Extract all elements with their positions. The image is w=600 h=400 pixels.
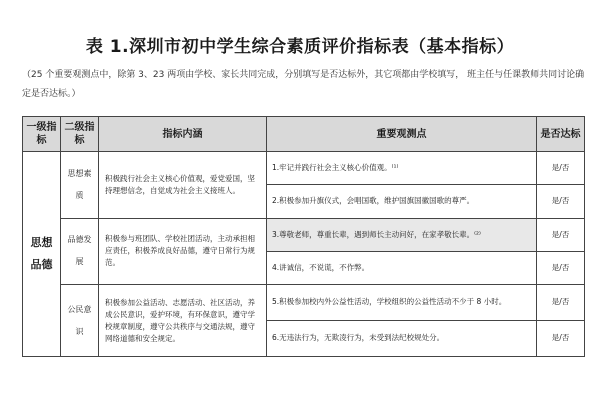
table-header-row [23, 117, 585, 152]
pass-cell[interactable]: 是/否 [537, 320, 585, 356]
level2-cell-citizen: 公民意识 [61, 285, 99, 357]
table-row [23, 218, 585, 251]
point-cell: 4.讲诚信，不说谎，不作弊。 [267, 251, 537, 284]
point-cell: 6.无违法行为，无欺凌行为，未受到法纪校规处分。 [267, 320, 537, 356]
instruction-note: （25 个重要观测点中，除第 3、23 两项由学校、家长共同完成，分别填写是否达标外，其它项都由学校填写， 班主任与任课教师共同讨论确定是否达标。） [22, 70, 585, 99]
pass-cell[interactable]: 是/否 [537, 218, 585, 251]
table-row [23, 152, 585, 185]
level2-cell-morality: 品德发展 [61, 218, 99, 285]
point-cell: 3.尊敬老师，尊重长辈，遇到师长主动问好，在家孝敬长辈。⁽²⁾ [267, 218, 537, 251]
content-cell-morality: 积极参与班团队、学校社团活动，主动承担相应责任，积极养成良好品德，遵守日常行为规范。 [99, 218, 267, 285]
pass-cell[interactable]: 是/否 [537, 152, 585, 185]
point-cell: 2.积极参加升旗仪式，会唱国歌，维护国旗国徽国歌的尊严。 [267, 185, 537, 218]
table-row [23, 285, 585, 321]
header-level2: 二级指标 [61, 117, 99, 152]
evaluation-table [22, 116, 585, 357]
level2-cell-thought: 思想素质 [61, 152, 99, 219]
pass-cell[interactable]: 是/否 [537, 285, 585, 321]
content-cell-citizen: 积极参加公益活动、志愿活动、社区活动，养成公民意识，爱护环境，有环保意识，遵守学校规章制度，遵守公共秩序与交通法规，遵守网络道德和安全规定。 [99, 285, 267, 357]
header-pass: 是否达标 [537, 117, 585, 152]
page-title: 表 1.深圳市初中学生综合素质评价指标表（基本指标） [85, 37, 515, 57]
pass-cell[interactable]: 是/否 [537, 185, 585, 218]
header-level1: 一级指标 [23, 117, 61, 152]
header-points: 重要观测点 [267, 117, 537, 152]
content-cell-thought: 积极践行社会主义核心价值观，爱党爱国，坚持理想信念，自觉成为社会主义接班人。 [99, 152, 267, 219]
pass-cell[interactable]: 是/否 [537, 251, 585, 284]
point-cell: 1.牢记并践行社会主义核心价值观。⁽¹⁾ [267, 152, 537, 185]
point-cell: 5.积极参加校内外公益性活动，学校组织的公益性活动不少于 8 小时。 [267, 285, 537, 321]
header-content: 指标内涵 [99, 117, 267, 152]
level1-cell: 思想品德 [23, 152, 61, 357]
